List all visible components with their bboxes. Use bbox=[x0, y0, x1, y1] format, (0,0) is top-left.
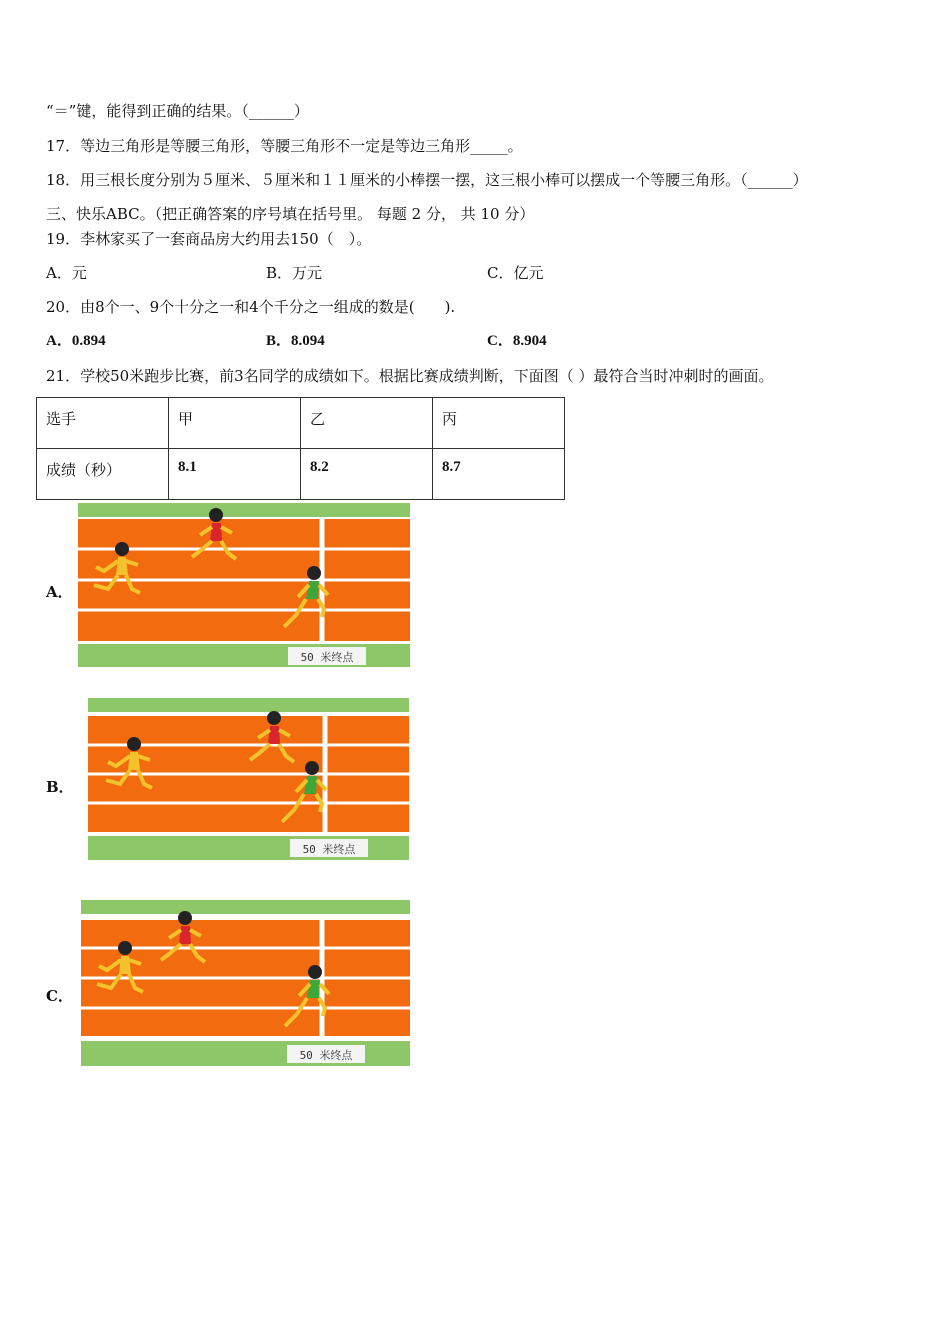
q19-option-b: B．万元 bbox=[266, 264, 323, 282]
q20-option-c: C．8.904 bbox=[487, 333, 547, 349]
table-cell: 甲 bbox=[169, 398, 301, 449]
q16-continuation: “＝”键，能得到正确的结果。（______） bbox=[46, 102, 309, 120]
finish-label: 50 米终点 bbox=[300, 651, 354, 664]
table-cell: 丙 bbox=[433, 398, 565, 449]
q17: 17．等边三角形是等腰三角形，等腰三角形不一定是等边三角形_____。 bbox=[46, 137, 523, 155]
q18: 18．用三根长度分别为５厘米、５厘米和１１厘米的小棒摆一摆，这三根小棒可以摆成一个等腰三角形。（______） bbox=[46, 171, 808, 189]
table-cell: 乙 bbox=[301, 398, 433, 449]
race-picture-b bbox=[88, 698, 409, 860]
q20-stem: 20．由8个一、9个十分之一和4个千分之一组成的数是( ). bbox=[46, 298, 456, 316]
q19-option-c: C．亿元 bbox=[487, 264, 544, 282]
race-picture-c bbox=[81, 900, 410, 1066]
q19-option-a: A．元 bbox=[46, 264, 87, 282]
q21-stem: 21．学校50米跑步比赛，前3名同学的成绩如下。根据比赛成绩判断，下面图（ ）最符合当时冲刺时的画面。 bbox=[46, 367, 774, 385]
score-table bbox=[36, 397, 565, 500]
table-cell: 成绩（秒） bbox=[37, 449, 169, 500]
table-cell: 8.2 bbox=[301, 449, 433, 500]
section-3-heading: 三、快乐ABC。（把正确答案的序号填在括号里。 每题 2 分， 共 10 分） bbox=[46, 205, 535, 223]
table-row bbox=[37, 398, 565, 449]
figure-c-label: C． bbox=[46, 987, 73, 1005]
race-picture-a bbox=[78, 503, 410, 667]
table-cell: 8.1 bbox=[169, 449, 301, 500]
finish-label: 50 米终点 bbox=[302, 843, 356, 856]
figure-b-label: B． bbox=[46, 778, 74, 796]
finish-label: 50 米终点 bbox=[299, 1049, 353, 1062]
q20-option-a: A．0.894 bbox=[46, 333, 106, 349]
q19-stem: 19．李林家买了一套商品房大约用去150（ ）。 bbox=[46, 230, 372, 248]
q20-option-b: B．8.094 bbox=[266, 333, 325, 349]
table-row bbox=[37, 449, 565, 500]
table-cell: 选手 bbox=[37, 398, 169, 449]
grass-top bbox=[78, 503, 410, 517]
table-cell: 8.7 bbox=[433, 449, 565, 500]
figure-a-label: A． bbox=[46, 583, 73, 601]
